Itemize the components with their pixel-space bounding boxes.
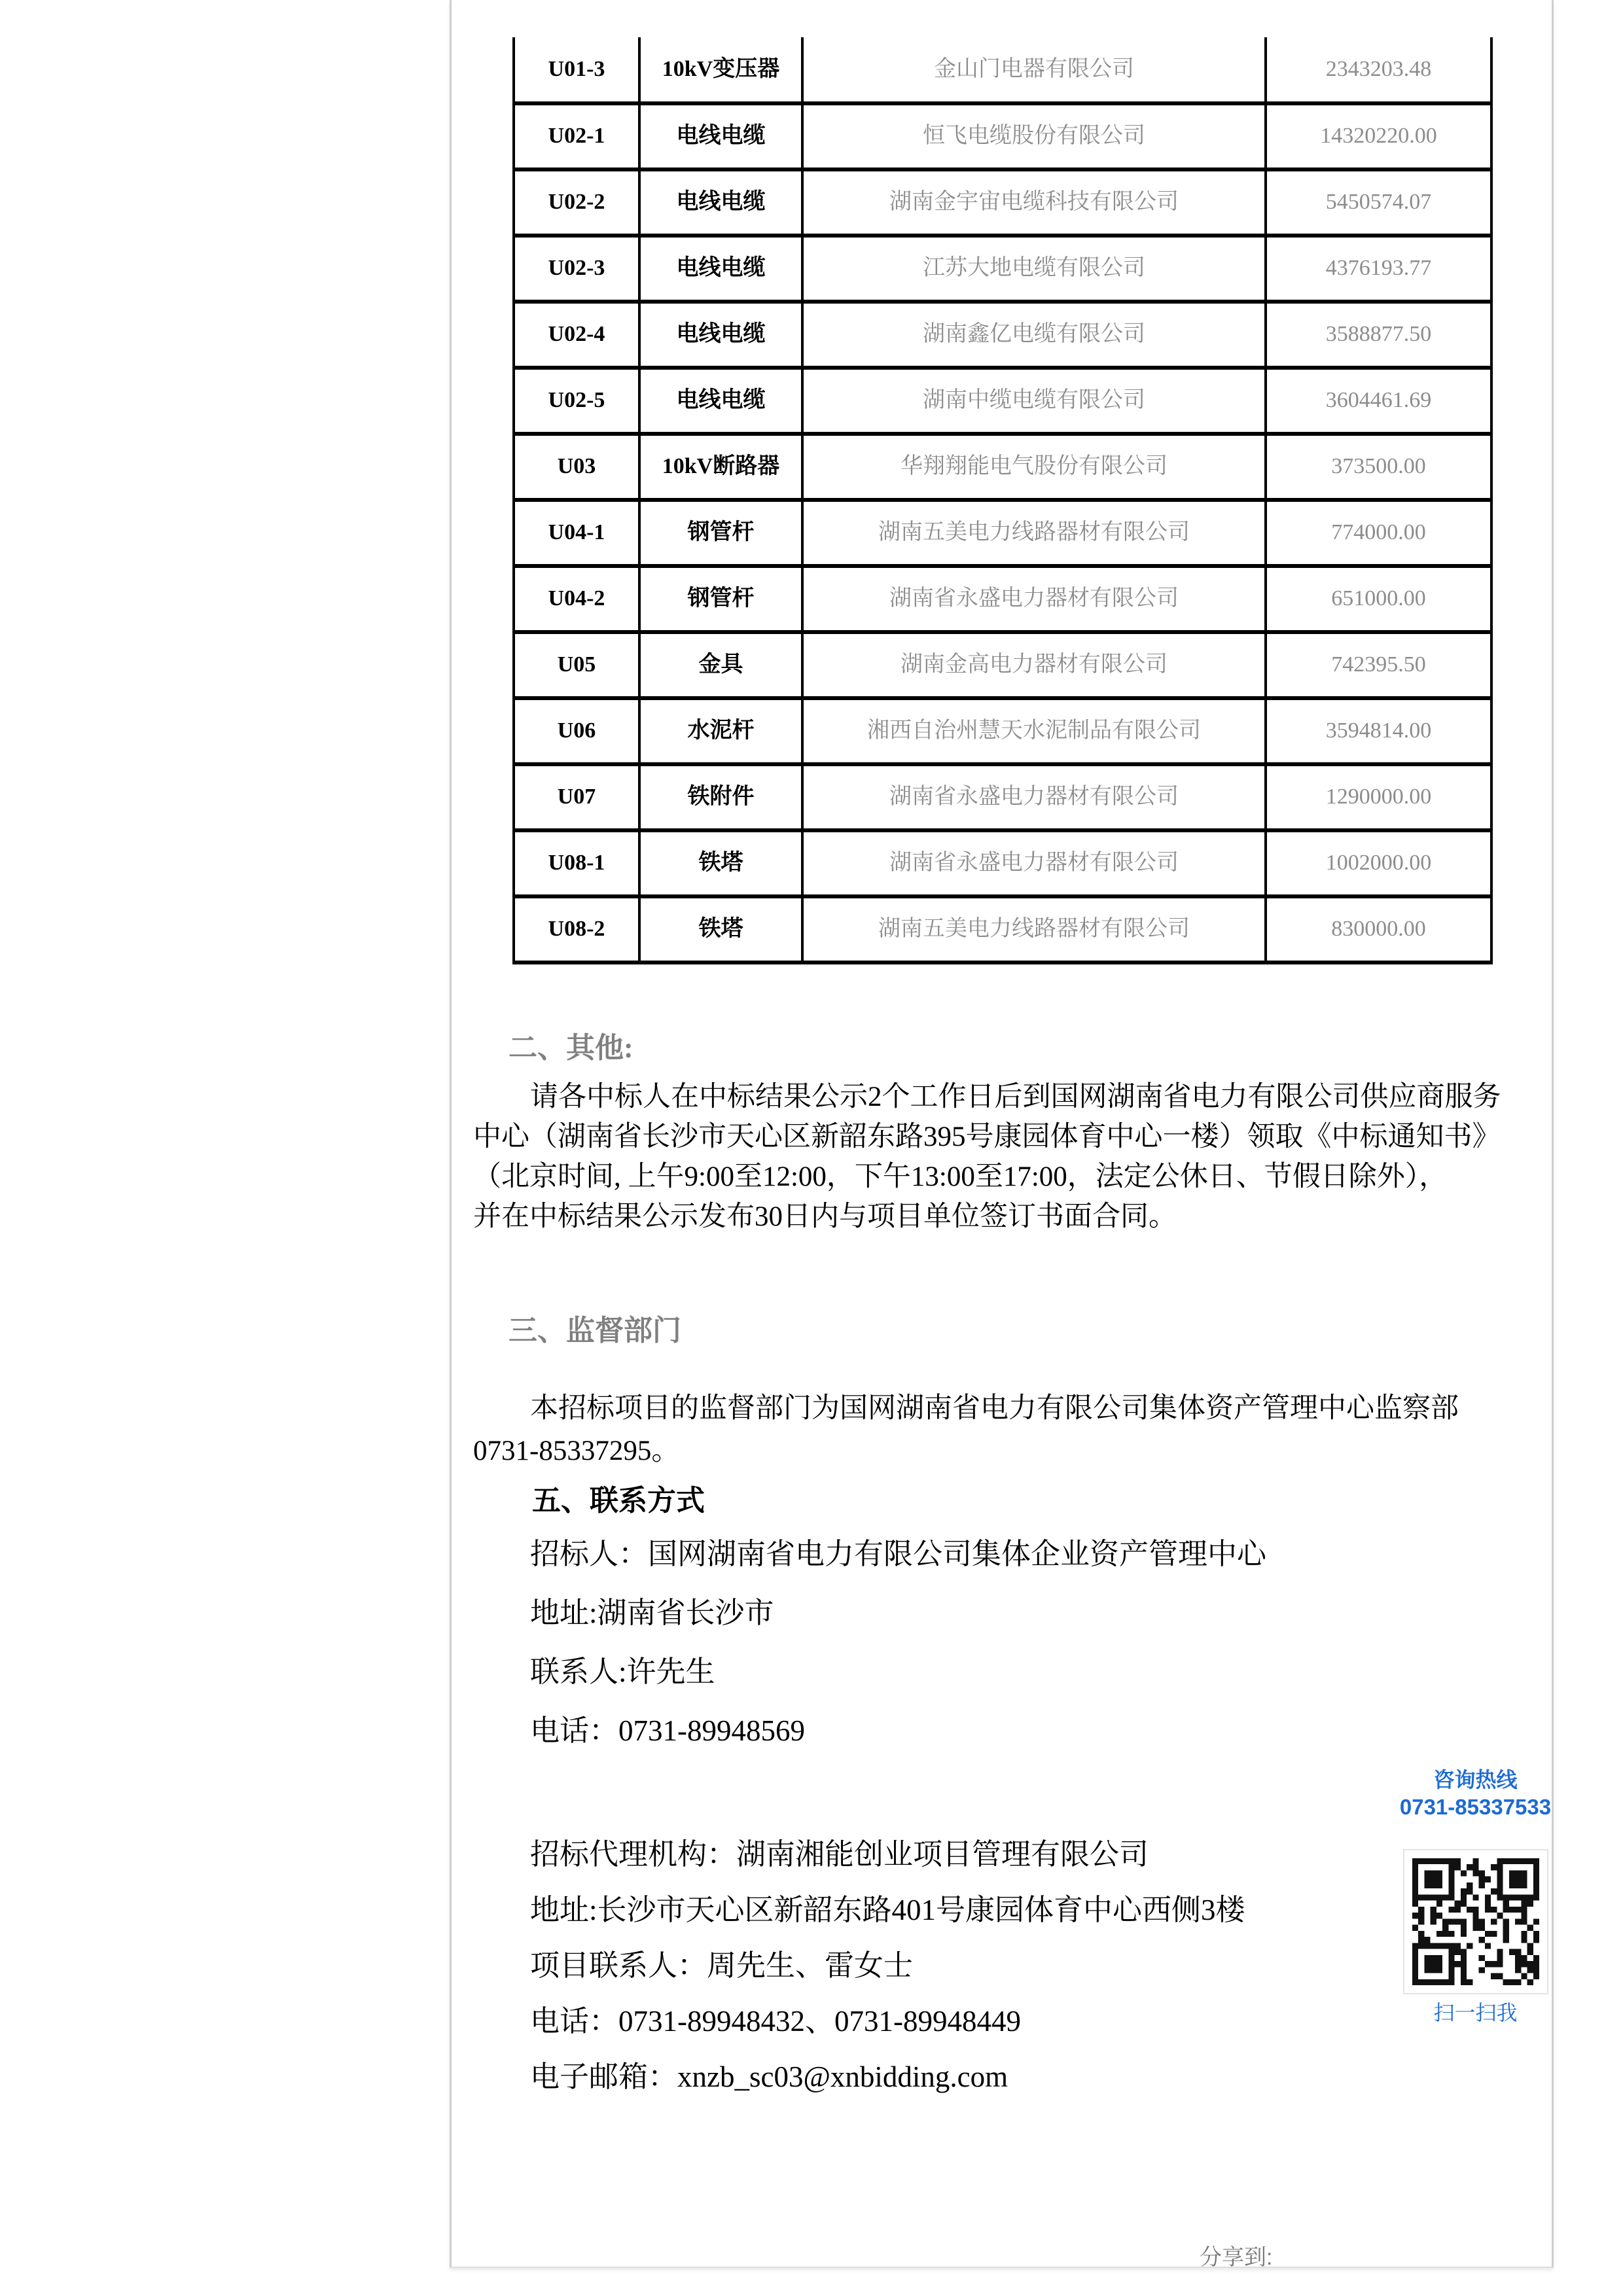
cell-company: 湘西自治州慧天水泥制品有限公司 (802, 698, 1266, 764)
cell-amount: 830000.00 (1266, 896, 1491, 963)
cell-amount: 1002000.00 (1266, 830, 1491, 896)
qr-scan-label: 扫一扫我 (1433, 2001, 1518, 2024)
cell-amount: 3594814.00 (1266, 698, 1491, 764)
table-row (514, 566, 1491, 632)
share-label: 分享到: (1200, 2245, 1273, 2270)
section-heading-supervision: 三、监督部门 (508, 1315, 681, 1347)
cell-code: U04-1 (514, 500, 639, 566)
cell-code: U06 (514, 698, 639, 764)
cell-code: U08-2 (514, 896, 639, 963)
text-line: 电子邮箱：xnzb_sc03@xnbidding.com (530, 2060, 1008, 2093)
text-line: 电话：0731-89948569 (530, 1714, 805, 1747)
cell-code: U01-3 (514, 37, 639, 103)
table-row (514, 632, 1491, 698)
agency-contact-block (530, 1827, 1538, 2105)
cell-company: 江苏大地电缆有限公司 (802, 236, 1266, 302)
hotline-number: 0731-85337533 (1399, 1795, 1552, 1819)
cell-amount: 4376193.77 (1266, 236, 1491, 302)
text-line: 招标人：国网湖南省电力有限公司集体企业资产管理中心 (530, 1538, 1267, 1570)
hotline-rail (1395, 1767, 1556, 2026)
table-row (514, 434, 1491, 500)
cell-item: 电线电缆 (639, 302, 802, 368)
text-line: 并在中标结果公示发布30日内与项目单位签订书面合同。 (473, 1201, 1177, 1232)
bid-results-table-body (514, 37, 1491, 963)
table-row (514, 500, 1491, 566)
cell-item: 10kV变压器 (639, 37, 802, 103)
hotline-label: 咨询热线 (1433, 1768, 1518, 1792)
cell-amount: 373500.00 (1266, 434, 1491, 500)
text-line: 本招标项目的监督部门为国网湖南省电力有限公司集体资产管理中心监察部 (530, 1393, 1459, 1424)
table-row (514, 698, 1491, 764)
text-line: （北京时间, 上午9:00至12:00，下午13:00至17:00，法定公休日、节假日除外）， (473, 1161, 1448, 1192)
cell-company: 湖南省永盛电力器材有限公司 (802, 830, 1266, 896)
cell-code: U03 (514, 434, 639, 500)
cell-company: 湖南五美电力线路器材有限公司 (802, 896, 1266, 963)
qr-code (1403, 1849, 1548, 1994)
paragraph-supervision (473, 1387, 1530, 1472)
cell-company: 湖南金宇宙电缆科技有限公司 (802, 169, 1266, 236)
cell-item: 电线电缆 (639, 368, 802, 434)
cell-code: U02-5 (514, 368, 639, 434)
cell-code: U07 (514, 764, 639, 830)
cell-code: U02-1 (514, 103, 639, 169)
paragraph-other (473, 1077, 1530, 1237)
cell-amount: 3588877.50 (1266, 302, 1491, 368)
text-line: 请各中标人在中标结果公示2个工作日后到国网湖南省电力有限公司供应商服务 (530, 1082, 1501, 1112)
cell-code: U05 (514, 632, 639, 698)
table-row (514, 169, 1491, 236)
cell-company: 湖南五美电力线路器材有限公司 (802, 500, 1266, 566)
table-row (514, 830, 1491, 896)
section-heading-contact: 五、联系方式 (532, 1485, 705, 1517)
cell-code: U02-3 (514, 236, 639, 302)
cell-company: 恒飞电缆股份有限公司 (802, 103, 1266, 169)
cell-amount: 2343203.48 (1266, 37, 1491, 103)
cell-code: U04-2 (514, 566, 639, 632)
cell-item: 钢管杆 (639, 500, 802, 566)
cell-item: 铁塔 (639, 830, 802, 896)
text-line: 地址:湖南省长沙市 (530, 1597, 774, 1629)
cell-item: 水泥杆 (639, 698, 802, 764)
cell-company: 湖南金高电力器材有限公司 (802, 632, 1266, 698)
cell-amount: 14320220.00 (1266, 103, 1491, 169)
cell-amount: 3604461.69 (1266, 368, 1491, 434)
cell-item: 电线电缆 (639, 236, 802, 302)
table-row (514, 302, 1491, 368)
cell-amount: 774000.00 (1266, 500, 1491, 566)
text-line: 地址:长沙市天心区新韶东路401号康园体育中心西侧3楼 (530, 1894, 1245, 1926)
section-heading-other: 二、其他: (508, 1032, 633, 1064)
tenderer-contact-block (530, 1525, 1538, 1760)
cell-item: 电线电缆 (639, 103, 802, 169)
cell-amount: 5450574.07 (1266, 169, 1491, 236)
cell-amount: 1290000.00 (1266, 764, 1491, 830)
cell-company: 湖南中缆电缆有限公司 (802, 368, 1266, 434)
cell-company: 金山门电器有限公司 (802, 37, 1266, 103)
text-line: 项目联系人：周先生、雷女士 (530, 1949, 914, 1982)
cell-code: U02-2 (514, 169, 639, 236)
table-row (514, 103, 1491, 169)
cell-item: 铁塔 (639, 896, 802, 963)
bid-results-table (512, 37, 1493, 964)
text-line: 电话：0731-89948432、0731-89948449 (530, 2005, 1021, 2038)
table-row (514, 236, 1491, 302)
table-row (514, 764, 1491, 830)
table-row (514, 896, 1491, 963)
text-line: 联系人:许先生 (530, 1655, 715, 1688)
table-row (514, 37, 1491, 103)
cell-company: 湖南省永盛电力器材有限公司 (802, 566, 1266, 632)
cell-code: U08-1 (514, 830, 639, 896)
text-line: 中心（湖南省长沙市天心区新韶东路395号康园体育中心一楼）领取《中标通知书》 (473, 1122, 1501, 1152)
text-line: 0731-85337295。 (473, 1436, 680, 1466)
cell-code: U02-4 (514, 302, 639, 368)
cell-company: 华翔翔能电气股份有限公司 (802, 434, 1266, 500)
cell-item: 铁附件 (639, 764, 802, 830)
cell-item: 钢管杆 (639, 566, 802, 632)
text-line: 招标代理机构：湖南湘能创业项目管理有限公司 (530, 1838, 1149, 1871)
qr-code-image (1412, 1858, 1539, 1985)
content-panel (450, 0, 1554, 2268)
cell-company: 湖南省永盛电力器材有限公司 (802, 764, 1266, 830)
cell-item: 电线电缆 (639, 169, 802, 236)
cell-item: 金具 (639, 632, 802, 698)
cell-company: 湖南鑫亿电缆有限公司 (802, 302, 1266, 368)
table-row (514, 368, 1491, 434)
cell-amount: 651000.00 (1266, 566, 1491, 632)
cell-item: 10kV断路器 (639, 434, 802, 500)
cell-amount: 742395.50 (1266, 632, 1491, 698)
